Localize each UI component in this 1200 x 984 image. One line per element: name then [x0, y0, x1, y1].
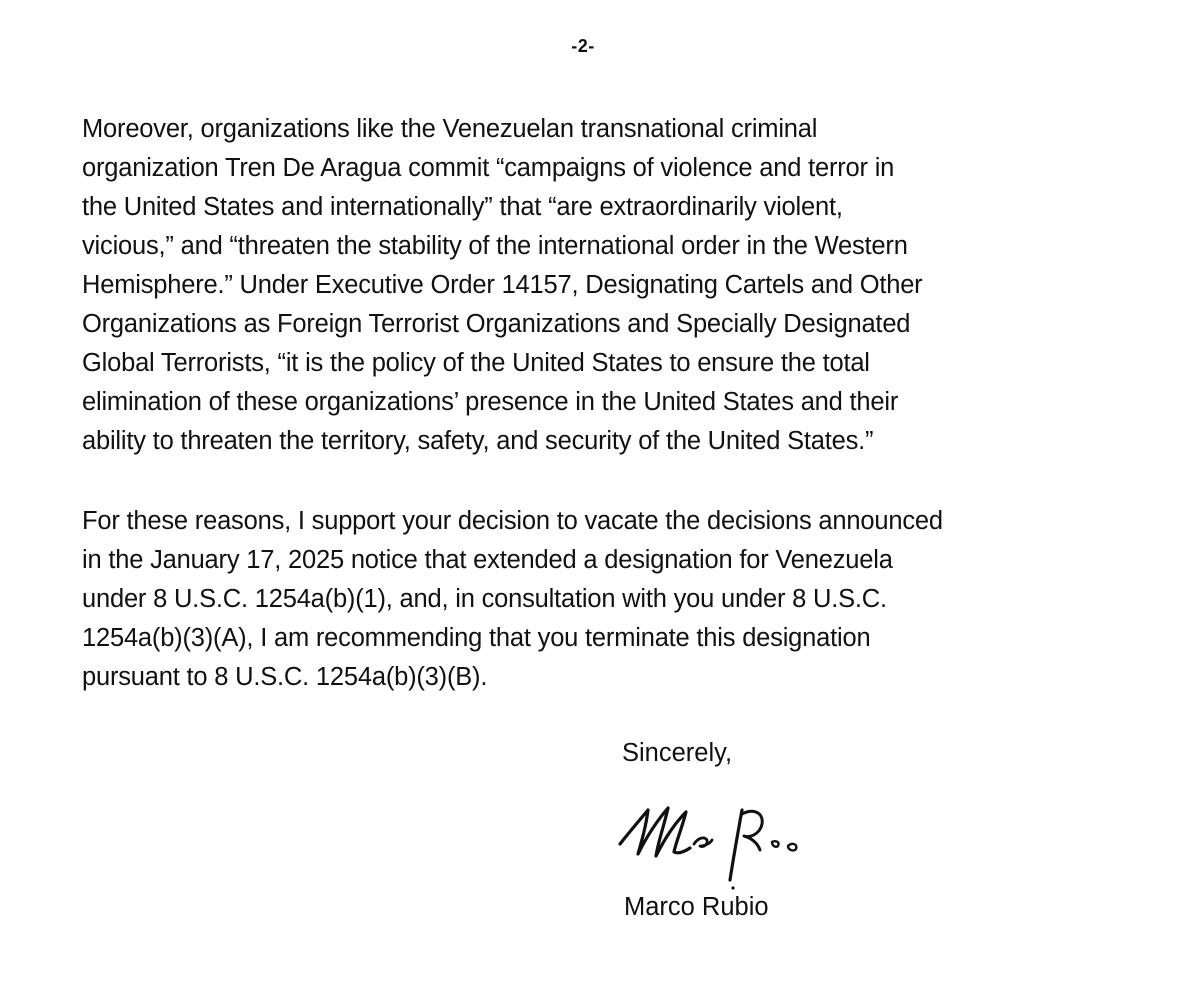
paragraph-line: elimination of these organizations’ presence in the United States and their: [82, 388, 899, 416]
paragraph-line: the United States and internationally” that “are extraordinarily violent,: [82, 193, 843, 221]
paragraph-line: Moreover, organizations like the Venezuelan transnational criminal: [82, 115, 818, 143]
handwritten-signature: [612, 792, 832, 892]
paragraph-line: Global Terrorists, “it is the policy of the United States to ensure the total: [82, 349, 870, 377]
page-number: -2-: [571, 36, 595, 56]
signature-strokes: [620, 808, 796, 890]
paragraph-recommendation: [82, 502, 1112, 697]
paragraph-line: organization Tren De Aragua commit “campaigns of violence and terror in: [82, 154, 895, 182]
paragraph-line: vicious,” and “threaten the stability of the international order in the Western: [82, 232, 908, 260]
paragraph-line: pursuant to 8 U.S.C. 1254a(b)(3)(B).: [82, 663, 488, 691]
paragraph-line: ability to threaten the territory, safety, and security of the United States.”: [82, 427, 874, 455]
paragraph-line: Hemisphere.” Under Executive Order 14157, Designating Cartels and Other: [82, 271, 923, 299]
closing-salutation: Sincerely,: [622, 739, 733, 767]
paragraph-line: in the January 17, 2025 notice that extended a designation for Venezuela: [82, 546, 893, 574]
paragraph-line: For these reasons, I support your decision to vacate the decisions announced: [82, 507, 943, 535]
paragraph-line: 1254a(b)(3)(A), I am recommending that you terminate this designation: [82, 624, 871, 652]
paragraph-line: Organizations as Foreign Terrorist Organizations and Specially Designated: [82, 310, 911, 338]
paragraph-line: under 8 U.S.C. 1254a(b)(1), and, in consultation with you under 8 U.S.C.: [82, 585, 887, 613]
paragraph-tren-de-aragua: [82, 110, 1112, 461]
signer-name: Marco Rubio: [624, 893, 769, 921]
